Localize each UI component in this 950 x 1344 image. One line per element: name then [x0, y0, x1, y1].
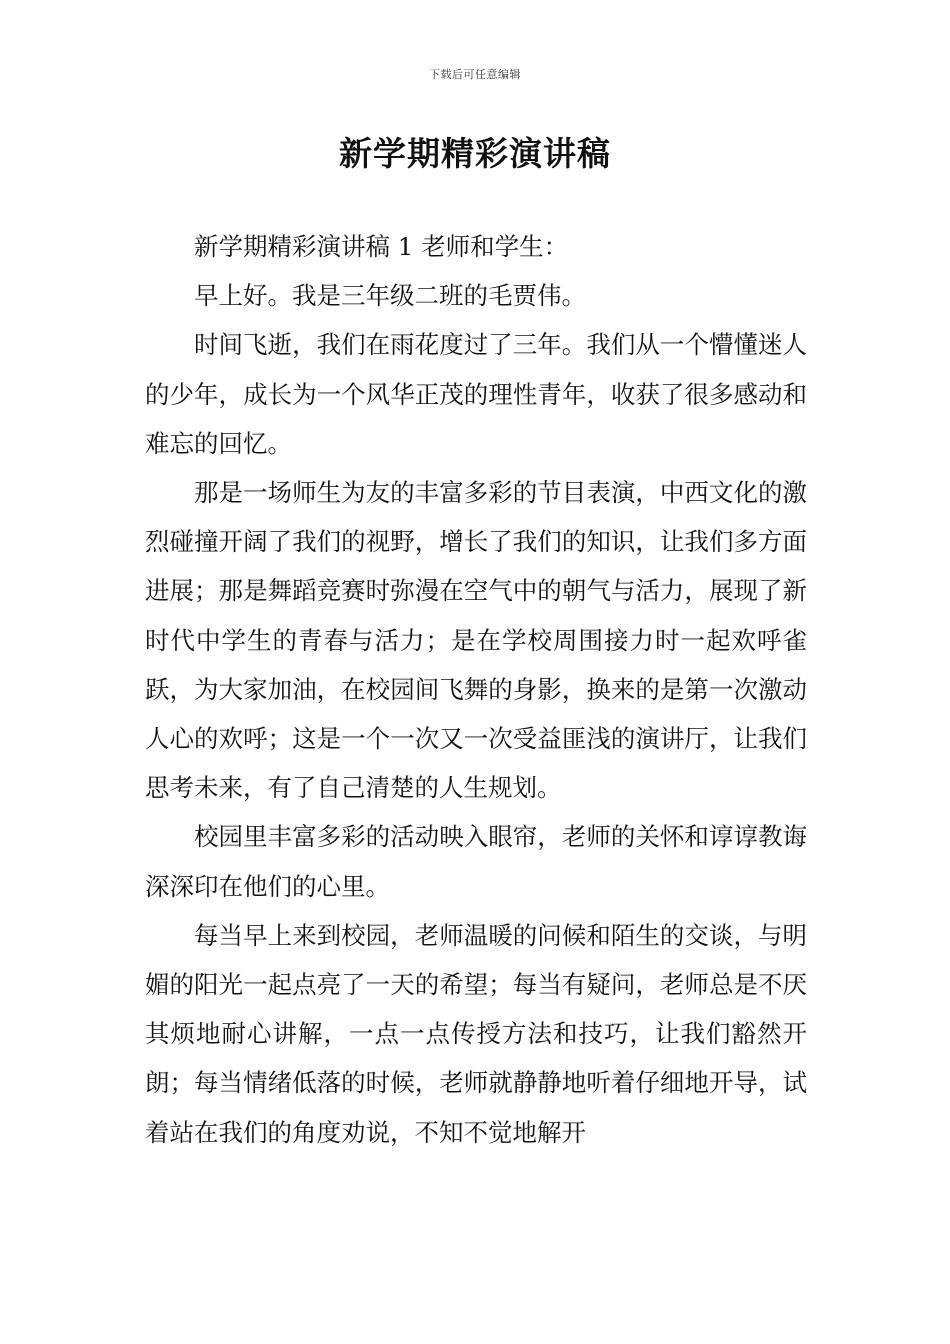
paragraph-4: 那是一场师生为友的丰富多彩的节目表演，中西文化的激烈碰撞开阔了我们的视野，增长了我们的知识，让我们多方面进展；那是舞蹈竞赛时弥漫在空气中的朝气与活力，展现了新时代中学生的青春与活力；是在学校周围接力时一起欢呼雀跃，为大家加油，在校园间飞舞的身影，换来的是第一次激动人心的欢呼；这是一个一次又一次受益匪浅的演讲厅，让我们思考未来，有了自己清楚的人生规划。: [145, 478, 807, 803]
paragraph-6: 每当早上来到校园，老师温暖的问候和陌生的交谈，与明媚的阳光一起点亮了一天的希望；每当有疑问，老师总是不厌其烦地耐心讲解，一点一点传授方法和技巧，让我们豁然开朗；每当情绪低落的时候，老师就静静地听着仔细地开导，试着站在我们的角度劝说，不知不觉地解开: [145, 920, 807, 1147]
document-body: [145, 222, 807, 1157]
document-title: 新学期精彩演讲稿: [339, 134, 611, 173]
paragraph-1: 新学期精彩演讲稿 1 老师和学生：: [194, 232, 569, 261]
paragraph-3: 时间飞逝，我们在雨花度过了三年。我们从一个懵懂迷人的少年，成长为一个风华正茂的理性青年，收获了很多感动和难忘的回忆。: [145, 330, 807, 458]
paragraph-2: 早上好。我是三年级二班的毛贾伟。: [194, 281, 586, 311]
paragraph-5: 校园里丰富多彩的活动映入眼帘，老师的关怀和谆谆教诲深深印在他们的心里。: [145, 822, 807, 901]
header-note: 下载后可任意编辑: [429, 68, 521, 81]
